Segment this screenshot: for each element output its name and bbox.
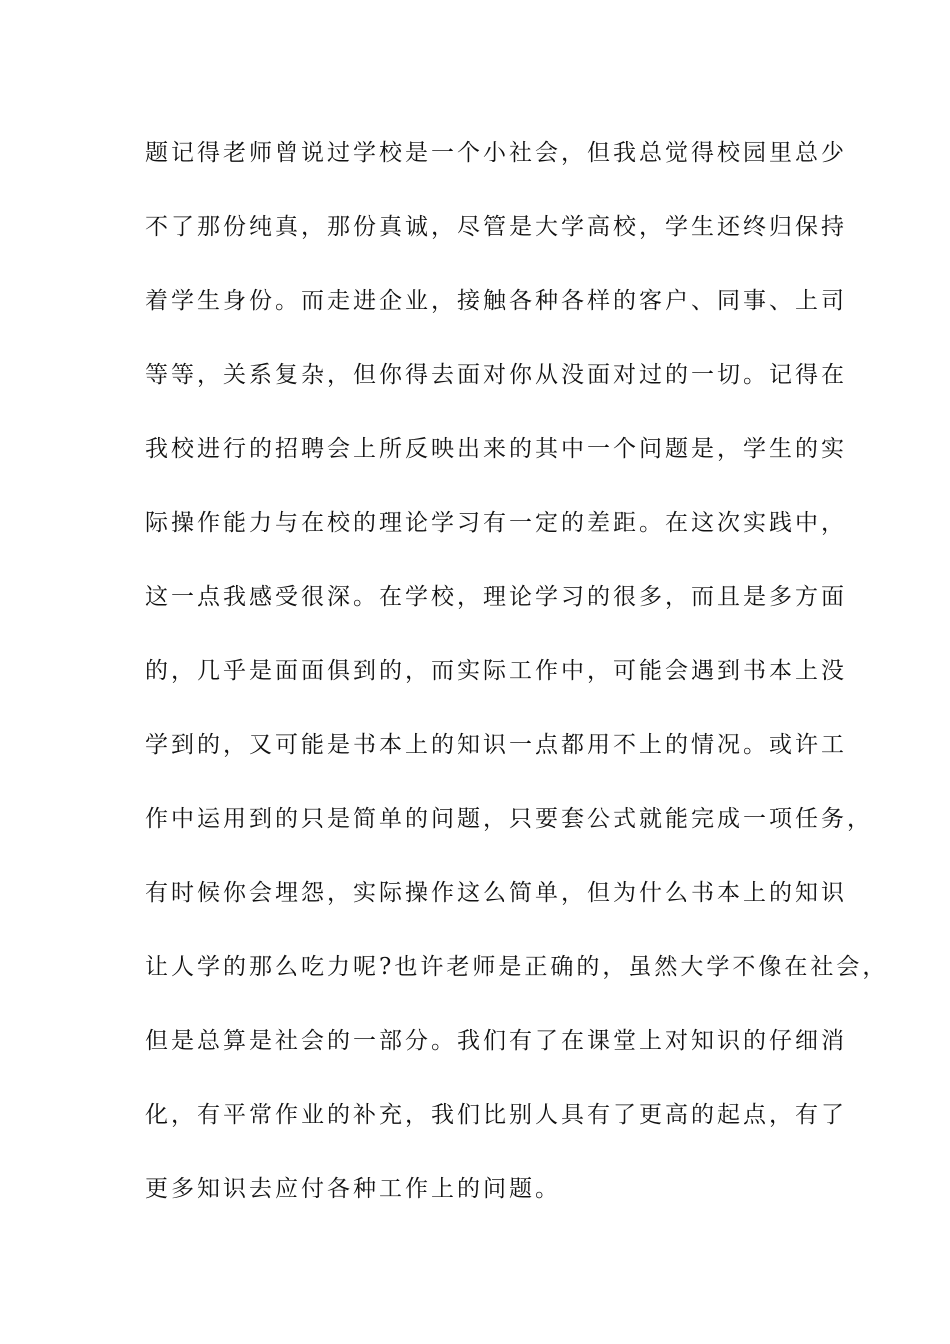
text-line: 等等，关系复杂，但你得去面对你从没面对过的一切。记得在 [145,362,847,388]
text-line: 际操作能力与在校的理论学习有一定的差距。在这次实践中， [145,510,847,536]
text-line: 更多知识去应付各种工作上的问题。 [145,1176,561,1202]
text-line: 的，几乎是面面俱到的，而实际工作中，可能会遇到书本上没 [145,658,847,684]
text-line: 学到的，又可能是书本上的知识一点都用不上的情况。或许工 [145,732,847,758]
text-line: 化，有平常作业的补充，我们比别人具有了更高的起点，有了 [145,1102,847,1128]
body-text [145,130,889,1240]
text-line: 我校进行的招聘会上所反映出来的其中一个问题是，学生的实 [145,436,847,462]
text-line: 作中运用到的只是简单的问题，只要套公式就能完成一项任务， [145,806,873,832]
text-line: 有时候你会埋怨，实际操作这么简单，但为什么书本上的知识 [145,880,847,906]
text-line: 不了那份纯真，那份真诚，尽管是大学高校，学生还终归保持 [145,214,847,240]
text-line: 题记得老师曾说过学校是一个小社会，但我总觉得校园里总少 [145,140,847,166]
text-line: 让人学的那么吃力呢?也许老师是正确的，虽然大学不像在社会， [145,954,889,980]
text-line: 着学生身份。而走进企业，接触各种各样的客户、同事、上司 [145,288,847,314]
text-line: 这一点我感受很深。在学校，理论学习的很多，而且是多方面 [145,584,847,610]
text-line: 但是总算是社会的一部分。我们有了在课堂上对知识的仔细消 [145,1028,847,1054]
